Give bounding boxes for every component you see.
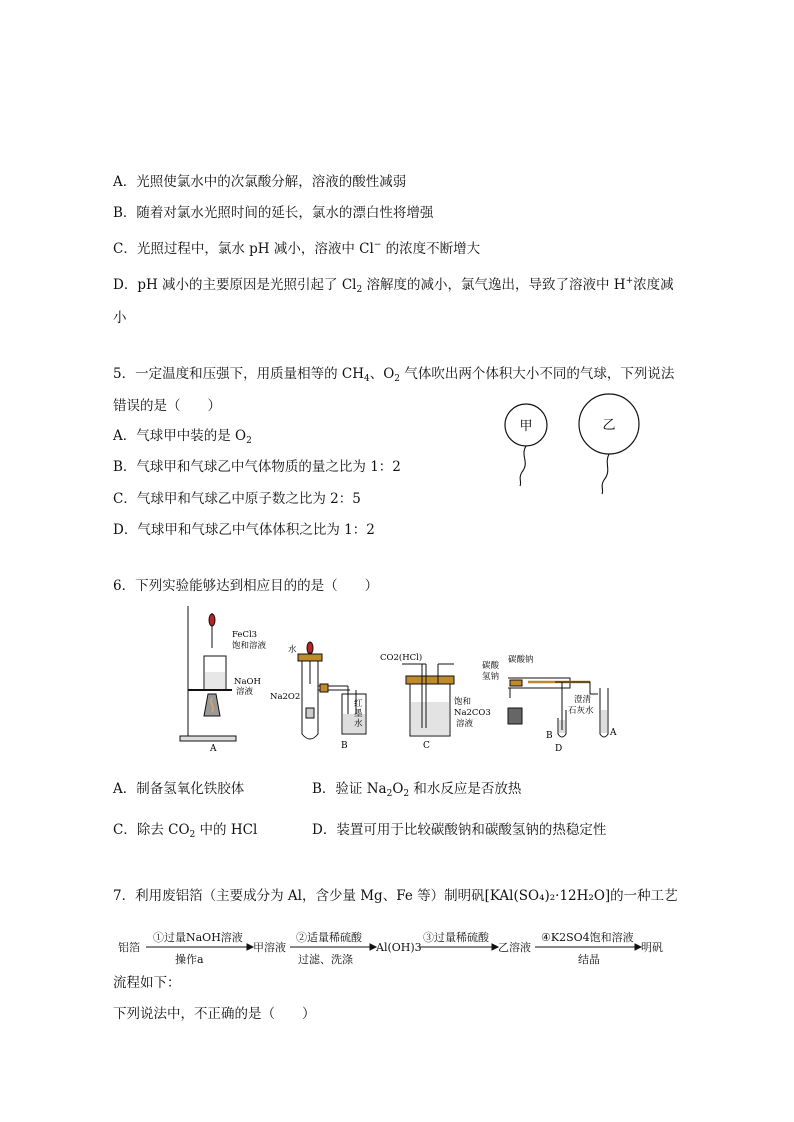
tansuan-label-1: 碳酸 <box>482 661 500 671</box>
q5-option-c: C．气球甲和气球乙中原子数之比为 2：5 <box>113 491 361 507</box>
q6-c-sub: 2 <box>189 830 196 840</box>
apparatus-c <box>402 664 454 736</box>
q7-process-flow <box>113 926 673 970</box>
q5-stem-a: 5．一定温度和压强下，用质量相等的 CH <box>113 366 364 382</box>
na2co3-label: Na2CO3 <box>454 708 491 718</box>
water-label-b: 水 <box>288 645 297 655</box>
q5-stem <box>113 365 674 388</box>
q4-d-sup: + <box>625 276 634 286</box>
red-ink-label-3: 水 <box>354 719 363 729</box>
fecl3-label: FeCl3 <box>232 630 258 640</box>
q7-formula: [KAl(SO₄)₂·12H₂O] <box>484 888 611 904</box>
flow-end: 明矾 <box>641 941 663 954</box>
q5-stem-s2: 2 <box>394 374 401 384</box>
q7-stem-pre: 7．利用废铝箔（主要成分为 Al，含少量 Mg、Fe 等）制明矾 <box>113 888 485 904</box>
q6-apparatus-figure <box>170 598 620 758</box>
q5-stem-b: 、O <box>369 366 395 382</box>
balloon-figure <box>500 390 660 500</box>
naoh-label: NaOH <box>234 677 261 687</box>
q5-stem-c: 气体吹出两个体积大小不同的气球，下列说法 <box>400 366 675 382</box>
fecl3-label-2: 饱和溶液 <box>232 641 267 651</box>
q4-c-text: C．光照过程中，氯水 pH 减小，溶液中 Cl <box>113 241 374 257</box>
q7-flow-label: 流程如下： <box>113 975 181 991</box>
q4-option-d <box>113 272 674 299</box>
balloon-yi-label: 乙 <box>602 418 616 433</box>
q4-option-d-cont: 小 <box>113 310 127 326</box>
apparatus-a <box>180 606 236 741</box>
apparatus-c-label: C <box>423 741 430 751</box>
q4-d-end: 浓度减 <box>633 277 674 293</box>
flow-step2-op: 过滤、洗涤 <box>298 953 353 966</box>
red-ink-label-1: 红 <box>354 699 363 709</box>
q4-option-a: A．光照使氯水中的次氯酸分解，溶液的酸性减弱 <box>113 174 407 190</box>
apparatus-a-label: A <box>210 744 217 754</box>
q6-b-s1: 2 <box>386 789 393 799</box>
na2o2-label: Na2O2 <box>270 692 301 702</box>
q6-c-pre: C．除去 CO <box>113 822 190 838</box>
balloon-jia-label: 甲 <box>519 419 533 434</box>
q4-option-c <box>113 236 480 258</box>
flow-step1-reagent: ①过量NaOH溶液 <box>153 931 243 944</box>
q4-d-text: D．pH 减小的主要原因是光照引起了 Cl <box>113 277 357 293</box>
sol-label: 溶液 <box>456 719 474 729</box>
q6-b-post: 和水反应是否放热 <box>409 781 522 797</box>
apparatus-b-label: B <box>341 741 348 751</box>
sat-label: 饱和 <box>454 697 472 707</box>
balloon-yi-string <box>602 454 609 494</box>
q5-a-text: A．气球甲中装的是 O <box>113 428 247 444</box>
q6-b-pre: B．验证 Na <box>312 781 387 797</box>
chengqing-label-1: 澄清 <box>574 695 592 705</box>
q6-stem: 6．下列实验能够达到相应目的的是（ ） <box>113 578 379 594</box>
q6-b-s2: 2 <box>403 789 410 799</box>
q5-option-b: B．气球甲和气球乙中气体物质的量之比为 1：2 <box>113 459 401 475</box>
q4-d-sub: 2 <box>356 285 363 295</box>
flow-product-2: Al(OH)3 <box>376 941 422 954</box>
q6-option-a: A．制备氢氧化铁胶体 <box>113 781 245 797</box>
q7-stem <box>113 887 678 905</box>
tansuanna-label: 碳酸钠 <box>508 655 534 665</box>
q6-option-d: D．装置可用于比较碳酸钠和碳酸氢钠的热稳定性 <box>312 822 607 838</box>
q5-stem-2: 错误的是（ ） <box>113 398 221 414</box>
co2-label: CO2(HCl) <box>380 653 423 663</box>
q6-b-mid: O <box>392 781 404 797</box>
balloon-jia-string <box>520 446 526 486</box>
flow-product-1: 甲溶液 <box>253 941 286 954</box>
q5-stem-s1: 4 <box>363 374 370 384</box>
chengqing-label-2: 石灰水 <box>568 706 594 716</box>
q6-c-post: 中的 HCl <box>195 822 258 838</box>
flow-step1-op: 操作a <box>175 953 204 966</box>
q7-stem-post: 的一种工艺 <box>610 888 678 904</box>
apparatus-d-a-label: A <box>610 728 617 738</box>
q6-option-c <box>113 821 257 844</box>
q4-option-b: B．随着对氯水光照时间的延长，氯水的漂白性将增强 <box>113 205 434 221</box>
flow-step3-reagent: ③过量稀硫酸 <box>423 931 489 944</box>
q4-d-post: 溶解度的减小，氯气逸出，导致了溶液中 H <box>362 277 626 293</box>
flow-product-3: 乙溶液 <box>498 941 531 954</box>
q6-option-b <box>312 780 521 803</box>
tansuan-label-2: 氢钠 <box>482 672 500 682</box>
q7-question: 下列说法中，不正确的是（ ） <box>113 1006 316 1022</box>
flow-start: 铝箔 <box>118 941 140 954</box>
flow-step4-reagent: ④K2SO4饱和溶液 <box>541 931 634 944</box>
q5-option-d: D．气球甲和气球乙中气体体积之比为 1：2 <box>113 522 375 538</box>
q5-a-sub: 2 <box>246 436 252 446</box>
flow-step2-reagent: ②适量稀硫酸 <box>296 931 362 944</box>
q4-c-post: 的浓度不断增大 <box>381 241 481 257</box>
red-ink-label-2: 墨 <box>354 709 363 719</box>
flow-step4-op: 结晶 <box>578 953 600 966</box>
naoh-label-2: 溶液 <box>236 687 254 697</box>
apparatus-d-label: D <box>555 744 563 754</box>
q5-option-a <box>113 427 252 450</box>
q4-c-sup: − <box>373 240 382 250</box>
apparatus-d-b-label: B <box>546 731 553 741</box>
